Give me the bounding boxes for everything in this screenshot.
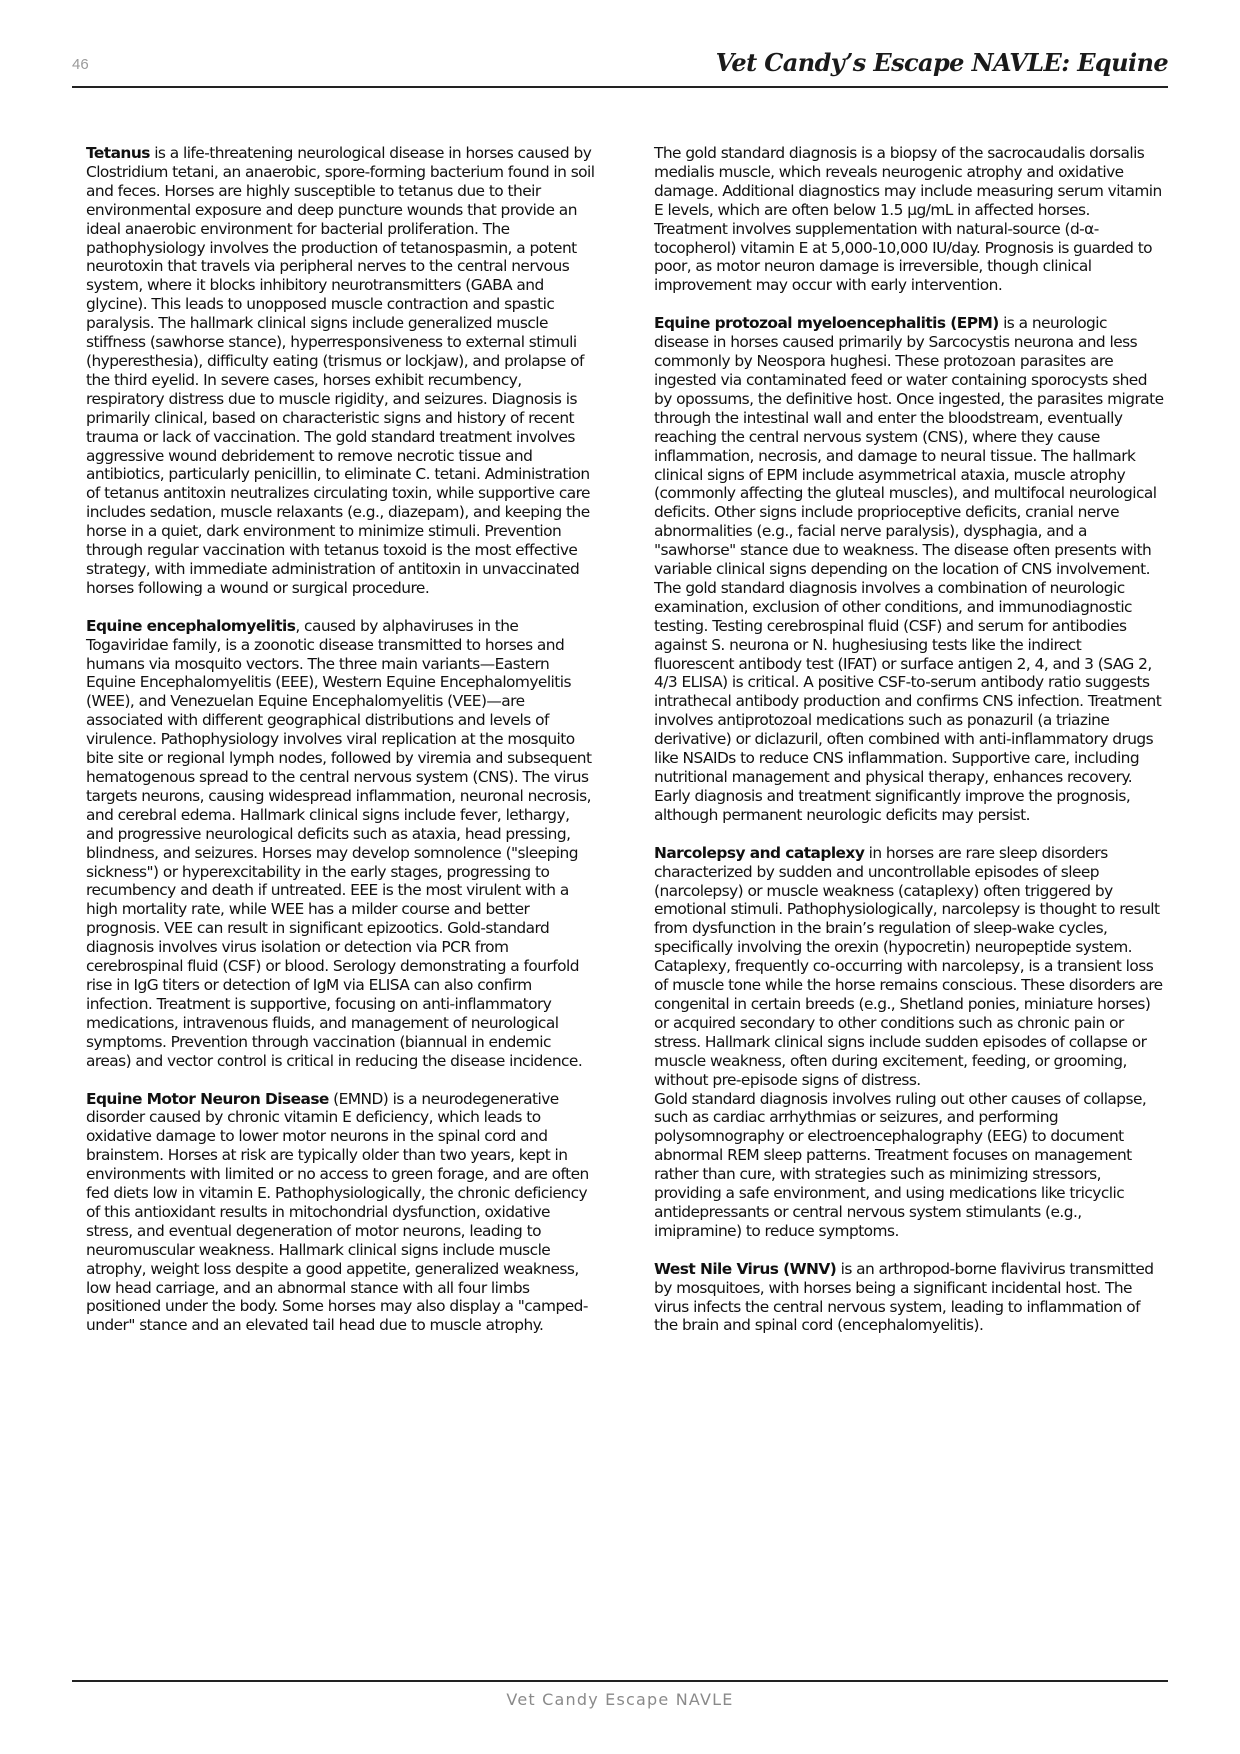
encephalomyelitis-term: Equine encephalomyelitis bbox=[86, 616, 296, 635]
emnd-text: (EMND) is a neurodegenerative disorder caused by chronic vitamin E deficiency, which leads to oxidative damage to lower motor neurons in the spinal cord and brainstem. Horses at risk are typically older than two years, kept in environments with limited or no access to green forage, and are often fed diets low in vitamin E. Pathophysiologically, the chronic deficiency of this antioxidant results in mitochondrial dysfunction, oxidative stress, and eventual degeneration of motor neurons, leading to neuromuscular weakness. Hallmark clinical signs include muscle atrophy, weight loss despite a good appetite, generalized weakness, low head carriage, and an abnormal stance with all four limbs positioned under the body. Some horses may also display a "camped-under" stance and an elevated tail head due to muscle atrophy. bbox=[86, 1089, 589, 1335]
narcolepsy-paragraph bbox=[654, 844, 1164, 1090]
left-column bbox=[86, 144, 596, 1335]
encephalomyelitis-paragraph bbox=[86, 617, 596, 1071]
tetanus-text: is a life-threatening neurological disease in horses caused by Clostridium tetani, an anaerobic, spore-forming bacterium found in soil and feces. Horses are highly susceptible to tetanus due to their environmental exposure and deep puncture wounds that provide an ideal anaerobic environment for bacterial proliferation. The pathophysiology involves the production of tetanospasmin, a potent neurotoxin that travels via peripheral nerves to the central nervous system, where it blocks inhibitory neurotransmitters (GABA and glycine). This leads to unopposed muscle contraction and spastic paralysis. The hallmark clinical signs include generalized muscle stiffness (sawhorse stance), hyperresponsiveness to external stimuli (hyperesthesia), difficulty eating (trismus or lockjaw), and prolapse of the third eyelid. In severe cases, horses exhibit recumbency, respiratory distress due to muscle rigidity, and seizures. Diagnosis is primarily clinical, based on characteristic signs and history of recent trauma or lack of vaccination. The gold standard treatment involves aggressive wound debridement to remove necrotic tissue and antibiotics, particularly penicillin, to eliminate C. tetani. Administration of tetanus antitoxin neutralizes circulating toxin, while supportive care includes sedation, muscle relaxants (e.g., diazepam), and keeping the horse in a quiet, dark environment to minimize stimuli. Prevention through regular vaccination with tetanus toxoid is the most effective strategy, with immediate administration of antitoxin in unvaccinated horses following a wound or surgical procedure. bbox=[86, 144, 595, 597]
epm-term: Equine protozoal myeloencephalitis (EPM) bbox=[654, 314, 999, 333]
header-divider bbox=[72, 86, 1168, 88]
emnd-paragraph bbox=[86, 1090, 596, 1336]
emnd-term: Equine Motor Neuron Disease bbox=[86, 1089, 329, 1108]
narcolepsy-text: in horses are rare sleep disorders characterized by sudden and uncontrollable episodes of sleep (narcolepsy) or muscle weakness (cataplexy) often triggered by emotional stimuli. Pathophysiologically, narcolepsy is thought to result from dysfunction in the brain’s regulation of sleep-wake cycles, specifically involving the orexin (hypocretin) neuropeptide system. Cataplexy, frequently co-occurring with narcolepsy, is a transient loss of muscle tone while the horse remains conscious. These disorders are congenital in certain breeds (e.g., Shetland ponies, miniature horses) or acquired secondary to other conditions such as chronic pain or stress. Hallmark clinical signs include sudden episodes of collapse or muscle weakness, often during excitement, feeding, or grooming, without pre-episode signs of distress. bbox=[654, 843, 1163, 1089]
narcolepsy-continued-paragraph: Gold standard diagnosis involves ruling out other causes of collapse, such as cardiac arrhythmias or seizures, and performing polysomnography or electroencephalography (EEG) to document abnormal REM sleep patterns. Treatment focuses on management rather than cure, with strategies such as minimizing stressors, providing a safe environment, and using medications like tricyclic antidepressants or central nervous system stimulants (e.g., imipramine) to reduce symptoms. bbox=[654, 1089, 1147, 1240]
epm-text: is a neurologic disease in horses caused primarily by Sarcocystis neurona and less commonly by Neospora hughesi. These protozoan parasites are ingested via contaminated feed or water containing sporocysts shed by opossums, the definitive host. Once ingested, the parasites migrate through the intestinal wall and enter the bloodstream, eventually reaching the central nervous system (CNS), where they cause inflammation, necrosis, and damage to neural tissue. The hallmark clinical signs of EPM include asymmetrical ataxia, muscle atrophy (commonly affecting the gluteal muscles), and multifocal neurological deficits. Other signs include proprioceptive deficits, cranial nerve abnormalities (e.g., facial nerve paralysis), dysphagia, and a "sawhorse" stance due to weakness. The disease often presents with variable clinical signs depending on the location of CNS involvement. The gold standard diagnosis involves a combination of neurologic examination, exclusion of other conditions, and immunodiagnostic testing. Testing cerebrospinal fluid (CSF) and serum for antibodies against S. neurona or N. hughesiusing tests like the indirect fluorescent antibody test (IFAT) or surface antigen 2, 4, and 3 (SAG 2, 4/3 ELISA) is critical. A positive CSF-to-serum antibody ratio suggests intrathecal antibody production and confirms CNS infection. Treatment involves antiprotozoal medications such as ponazuril (a triazine derivative) or diclazuril, often combined with anti-inflammatory drugs like NSAIDs to reduce CNS inflammation. Supportive care, including nutritional management and physical therapy, enhances recovery. Early diagnosis and treatment significantly improve the prognosis, although permanent neurologic deficits may persist. bbox=[654, 314, 1164, 824]
footer-text: Vet Candy Escape NAVLE bbox=[506, 1690, 734, 1709]
book-title: Vet Candy’s Escape NAVLE: Equine bbox=[715, 48, 1168, 77]
narcolepsy-term: Narcolepsy and cataplexy bbox=[654, 843, 865, 862]
wnv-term: West Nile Virus (WNV) bbox=[654, 1259, 837, 1278]
wnv-text: is an arthropod-borne flavivirus transmitted by mosquitoes, with horses being a significant incidental host. The virus infects the central nervous system, leading to inflammation of the brain and spinal cord (encephalomyelitis). bbox=[654, 1259, 1154, 1335]
right-column bbox=[654, 144, 1164, 1335]
tetanus-term: Tetanus bbox=[86, 144, 150, 162]
encephalomyelitis-text: , caused by alphaviruses in the Togaviridae family, is a zoonotic disease transmitted to horses and humans via mosquito vectors. The three main variants—Eastern Equine Encephalomyelitis (EEE), Western Equine Encephalomyelitis (WEE), and Venezuelan Equine Encephalomyelitis (VEE)—are associated with different geographical distributions and levels of virulence. Pathophysiology involves viral replication at the mosquito bite site or regional lymph nodes, followed by viremia and subsequent hematogenous spread to the central nervous system (CNS). The virus targets neurons, causing widespread inflammation, neuronal necrosis, and cerebral edema. Hallmark clinical signs include fever, lethargy, and progressive neurological deficits such as ataxia, head pressing, blindness, and seizures. Horses may develop somnolence ("sleeping sickness") or hyperexcitability in the early stages, progressing to recumbency and death if untreated. EEE is the most virulent with a high mortality rate, while WEE has a milder course and better prognosis. VEE can result in significant epizootics. Gold-standard diagnosis involves virus isolation or detection via PCR from cerebrospinal fluid (CSF) or blood. Serology demonstrating a fourfold rise in IgG titers or detection of IgM via ELISA can also confirm infection. Treatment is supportive, focusing on anti-inflammatory medications, intravenous fluids, and management of neurological symptoms. Prevention through vaccination (biannual in endemic areas) and vector control is critical in reducing the disease incidence. bbox=[86, 616, 592, 1070]
wnv-paragraph bbox=[654, 1260, 1164, 1336]
tetanus-paragraph bbox=[86, 144, 596, 598]
emnd-continued-paragraph: The gold standard diagnosis is a biopsy of the sacrocaudalis dorsalis medialis muscle, which reveals neurogenic atrophy and oxidative damage. Additional diagnostics may include measuring serum vitamin E levels, which are often below 1.5 µg/mL in affected horses. Treatment involves supplementation with natural-source (d-α-tocopherol) vitamin E at 5,000-10,000 IU/day. Prognosis is guarded to poor, as motor neuron damage is irreversible, though clinical improvement may occur with early intervention. bbox=[654, 144, 1162, 295]
footer-divider bbox=[72, 1680, 1168, 1682]
page-number: 46 bbox=[72, 56, 89, 73]
epm-paragraph bbox=[654, 314, 1164, 824]
